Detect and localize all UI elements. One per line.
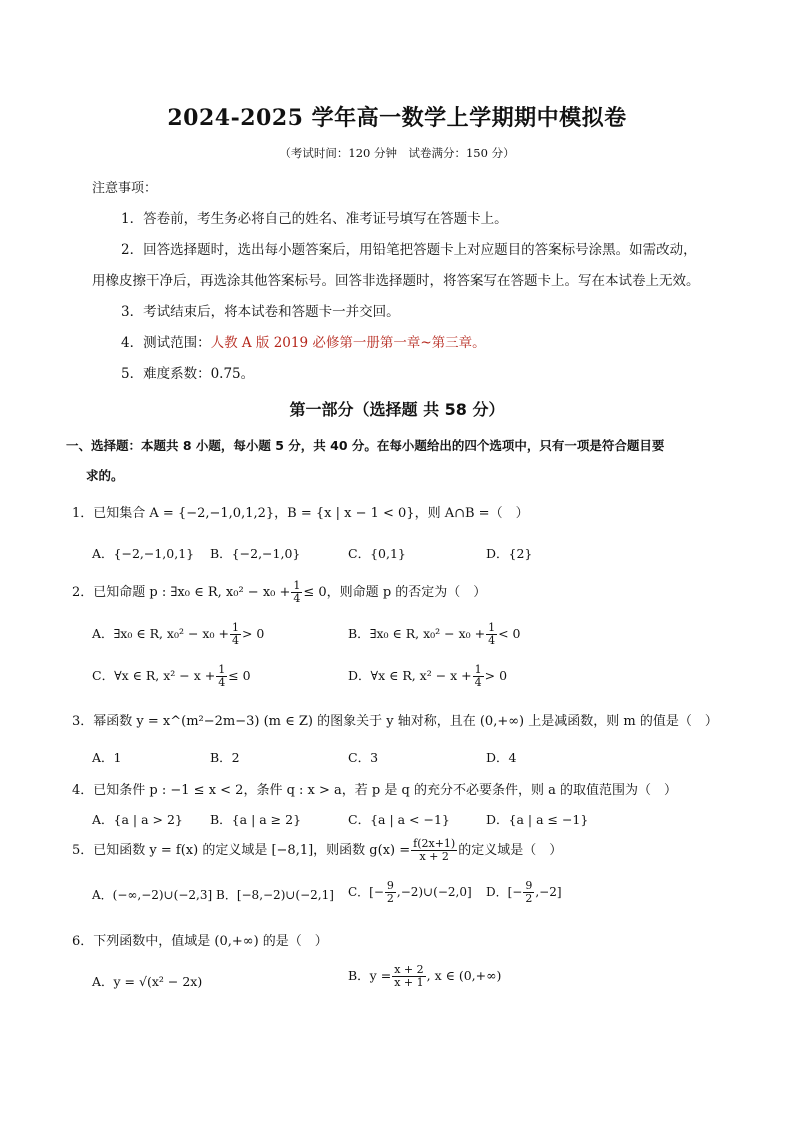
q3-option-a: A．1 xyxy=(92,750,122,765)
notice-item-2: 2．回答选择题时，选出每小题答案后，用铅笔把答题卡上对应题目的答案标号涂黑。如需改动， xyxy=(121,242,697,258)
q3-option-d: D．4 xyxy=(486,750,517,765)
q3-option-b: B．2 xyxy=(210,750,240,765)
scope-value: 人教 A 版 2019 必修第一册第一章~第三章。 xyxy=(210,335,486,351)
notice-item-3: 3．考试结束后，将本试卷和答题卡一并交回。 xyxy=(121,304,400,320)
q1-option-c: C．{0,1} xyxy=(348,546,406,561)
section-title: 第一部分（选择题 共 58 分） xyxy=(289,400,505,419)
q4-option-d: D．{a | a ≤ −1} xyxy=(486,812,589,827)
q1-option-d: D．{2} xyxy=(486,546,533,561)
notice-item-1: 1．答卷前，考生务必将自己的姓名、准考证号填写在答题卡上。 xyxy=(121,211,508,227)
question-1-stem: 1．已知集合 A = {−2,−1,0,1,2}，B = {x | x − 1 < 0}，则 A∩B =（ ） xyxy=(72,506,529,521)
q4-option-a: A．{a | a > 2} xyxy=(92,812,183,827)
section-intro-1: 一、选择题：本题共 8 小题，每小题 5 分，共 40 分。在每小题给出的四个选项中，只有一项是符合题目要 xyxy=(66,438,665,453)
notice-item-5: 5．难度系数：0.75。 xyxy=(121,366,255,382)
question-5-stem: 5．已知函数 y = f(x) 的定义域是 [−8,1]，则函数 g(x) = $\frac{f(2x+1)}{x + 2}$ 的定义域是（ ） xyxy=(72,837,563,864)
question-6-stem: 6．下列函数中，值域是 (0,+∞) 的是（ ） xyxy=(72,934,328,949)
q6-option-a: A．y = √(x² − 2x) xyxy=(92,974,203,989)
q4-option-b: B．{a | a ≥ 2} xyxy=(210,812,302,827)
notice-heading: 注意事项： xyxy=(92,181,158,196)
q4-option-c: C．{a | a < −1} xyxy=(348,812,450,827)
q5-option-b: B．[−8,−2)∪(−2,1] xyxy=(216,888,334,902)
q2-option-b: B．∃x₀ ∈ R, x₀² − x₀ + $\frac{1}{4}$ < 0 xyxy=(348,621,521,648)
question-3-stem: 3．幂函数 y = x^(m²−2m−3) (m ∈ Z) 的图象关于 y 轴对称，且在 (0,+∞) 上是减函数，则 m 的值是（ ） xyxy=(72,714,718,729)
q6-option-b: B．y = $\frac{x + 2}{x + 1}$ , x ∈ (0,+∞) xyxy=(348,963,502,990)
notice-item-4 xyxy=(121,331,486,351)
q1-option-a: A．{−2,−1,0,1} xyxy=(92,546,195,561)
q2-option-d: D．∀x ∈ R, x² − x + $\frac{1}{4}$ > 0 xyxy=(348,663,508,690)
question-2-stem: 2．已知命题 p : ∃x₀ ∈ R, x₀² − x₀ + $\frac{1}{4}$ ≤ 0，则命题 p 的否定为（ ） xyxy=(72,579,487,606)
q5-option-c: C．[− $\frac{9}{2}$ ,−2)∪(−2,0] xyxy=(348,879,472,906)
notice-item-2-cont: 用橡皮擦干净后，再选涂其他答案标号。回答非选择题时，将答案写在答题卡上。写在本试卷上无效。 xyxy=(92,273,700,289)
q1-option-b: B．{−2,−1,0} xyxy=(210,546,301,561)
q2-fraction: $\frac{1}{4}$ xyxy=(293,579,301,606)
page-title: 2024-2025 学年高一数学上学期期中模拟卷 xyxy=(167,105,627,131)
q5-option-d: D．[− $\frac{9}{2}$ ,−2] xyxy=(486,879,562,906)
q3-option-c: C．3 xyxy=(348,750,379,765)
section-intro-2: 求的。 xyxy=(86,468,124,483)
exam-info: （考试时间：120 分钟 试卷满分：150 分） xyxy=(279,146,515,160)
scope-label: 4．测试范围： xyxy=(121,335,211,351)
q2-option-a: A．∃x₀ ∈ R, x₀² − x₀ + $\frac{1}{4}$ > 0 xyxy=(92,621,265,648)
q2-option-c: C．∀x ∈ R, x² − x + $\frac{1}{4}$ ≤ 0 xyxy=(92,663,251,690)
question-4-stem: 4．已知条件 p : −1 ≤ x < 2，条件 q : x > a，若 p 是 q 的充分不必要条件，则 a 的取值范围为（ ） xyxy=(72,783,677,798)
q5-fraction: $\frac{f(2x+1)}{x + 2}$ xyxy=(413,837,456,864)
q5-option-a: A．(−∞,−2)∪(−2,3] xyxy=(92,888,213,902)
